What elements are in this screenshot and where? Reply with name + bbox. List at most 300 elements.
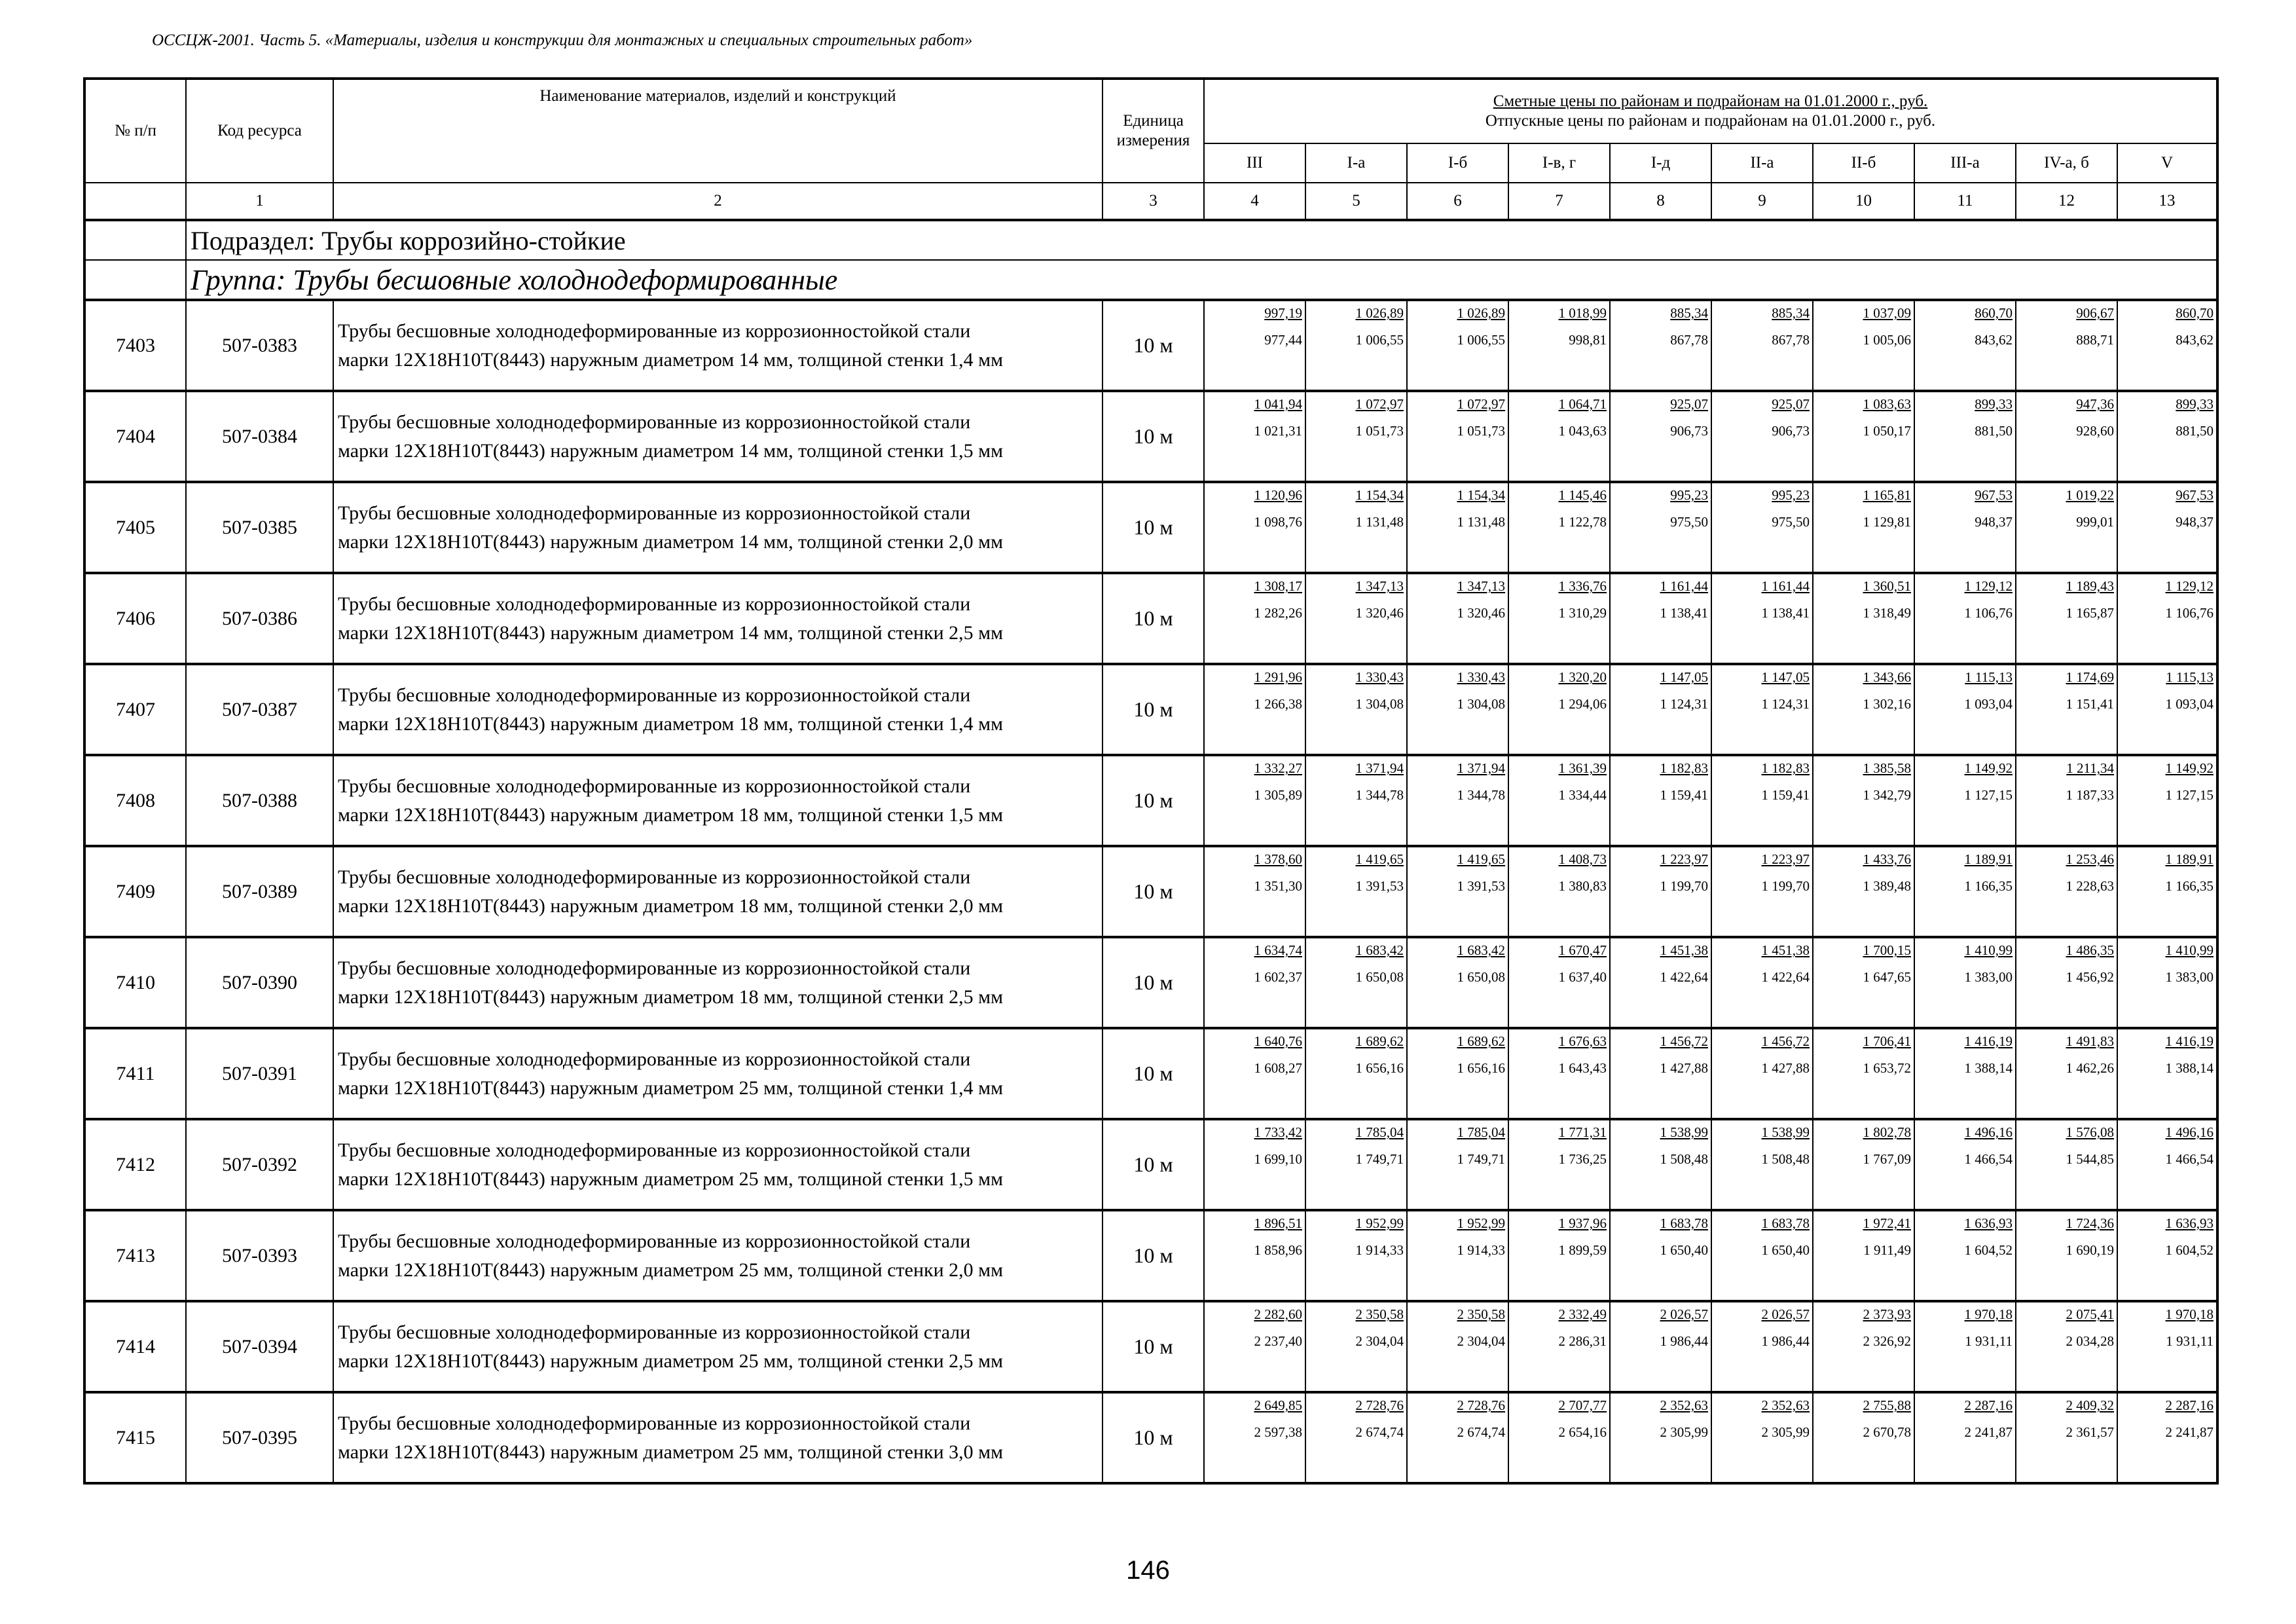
estimate-price: 1 147,05 [1761,669,1810,685]
column-number: 9 [1711,183,1813,220]
estimate-price: 1 496,16 [2165,1124,2214,1140]
release-price: 1 344,78 [1457,787,1505,803]
release-price: 2 361,57 [2066,1424,2114,1440]
estimate-price: 1 336,76 [1558,578,1607,594]
estimate-price: 1 189,91 [2165,851,2214,867]
estimate-price: 1 410,99 [1964,942,2013,958]
release-price: 1 767,09 [1863,1151,1911,1167]
estimate-price: 2 026,57 [1761,1306,1810,1322]
release-price: 1 165,87 [2066,605,2114,621]
price-cell [2117,846,2217,937]
release-price: 1 310,29 [1558,605,1607,621]
release-price: 1 334,44 [1558,787,1607,803]
price-cell [1407,937,1508,1028]
material-name-line: Трубы бесшовные холоднодеформированные из коррозионностойкой стали [338,775,971,797]
price-cell [2016,482,2117,573]
estimate-price: 947,36 [2076,396,2114,412]
price-cell [1407,300,1508,391]
material-name [333,1392,1102,1483]
estimate-price: 1 347,13 [1355,578,1404,594]
group-blank [84,260,186,300]
group-title: Группа: Трубы бесшовные холоднодеформированные [186,260,2217,300]
price-cell [1711,1119,1813,1210]
price-cell [2117,482,2217,573]
material-name [333,664,1102,755]
estimate-price: 1 145,46 [1558,487,1607,503]
column-number: 3 [1102,183,1204,220]
price-cell [2117,1119,2217,1210]
subsection-blank [84,220,186,260]
price-cell [1508,1301,1610,1392]
estimate-price: 1 211,34 [2066,760,2114,776]
release-price: 1 351,30 [1254,878,1302,894]
row-number: 7415 [84,1392,186,1483]
estimate-price: 1 189,43 [2066,578,2114,594]
release-price: 1 858,96 [1254,1242,1302,1258]
unit: 10 м [1102,391,1204,482]
estimate-price: 1 456,72 [1761,1033,1810,1049]
price-cell [1407,573,1508,664]
estimate-price: 2 075,41 [2066,1306,2114,1322]
release-price: 1 098,76 [1254,514,1302,530]
material-name-line: марки 12Х18Н10Т(8443) наружным диаметром 14 мм, толщиной стенки 1,5 мм [338,439,1004,462]
release-price: 1 650,40 [1660,1242,1708,1258]
price-cell [1711,846,1813,937]
estimate-price: 1 416,19 [2165,1033,2214,1049]
price-cell [1407,482,1508,573]
resource-code: 507-0384 [186,391,333,482]
price-cell [1508,573,1610,664]
estimate-price: 1 361,39 [1558,760,1607,776]
estimate-price: 1 771,31 [1558,1124,1607,1140]
price-cell [1305,1119,1407,1210]
estimate-price: 1 952,99 [1457,1215,1505,1231]
price-cell [1508,937,1610,1028]
price-cell [1813,391,1914,482]
estimate-price: 1 120,96 [1254,487,1302,503]
estimate-price: 1 689,62 [1355,1033,1404,1049]
price-cell [1813,937,1914,1028]
release-price: 1 749,71 [1457,1151,1505,1167]
estimate-price: 1 026,89 [1457,305,1505,321]
release-price: 906,73 [1670,423,1708,439]
release-price: 1 422,64 [1660,969,1708,985]
release-price: 998,81 [1569,332,1607,348]
header-name: Наименование материалов, изделий и конструкций [333,79,1102,183]
release-price: 1 653,72 [1863,1060,1911,1076]
release-price: 2 034,28 [2066,1333,2114,1349]
estimate-price: 1 385,58 [1863,760,1911,776]
resource-code: 507-0391 [186,1028,333,1119]
release-price: 1 006,55 [1457,332,1505,348]
row-number: 7410 [84,937,186,1028]
resource-code: 507-0386 [186,573,333,664]
release-price: 1 650,08 [1457,969,1505,985]
estimate-price: 1 182,83 [1761,760,1810,776]
release-price: 2 304,04 [1457,1333,1505,1349]
material-name-line: марки 12Х18Н10Т(8443) наружным диаметром 14 мм, толщиной стенки 1,4 мм [338,348,1004,371]
region-header: V [2117,143,2217,183]
price-cell [1914,391,2016,482]
estimate-price: 2 352,63 [1660,1397,1708,1413]
estimate-price: 1 026,89 [1355,305,1404,321]
estimate-price: 1 970,18 [1964,1306,2013,1322]
price-cell [1711,1392,1813,1483]
release-price: 1 043,63 [1558,423,1607,439]
price-cell [1813,300,1914,391]
price-cell [1305,482,1407,573]
price-cell [1813,573,1914,664]
release-price: 1 602,37 [1254,969,1302,985]
estimate-price: 1 937,96 [1558,1215,1607,1231]
price-cell [1407,1301,1508,1392]
estimate-price: 860,70 [1975,305,2013,321]
price-cell [2016,1392,2117,1483]
price-cell [1508,755,1610,846]
price-cell [1711,1301,1813,1392]
column-number: 8 [1610,183,1711,220]
estimate-price: 1 689,62 [1457,1033,1505,1049]
table-row [84,937,2217,1028]
price-cell [1914,1210,2016,1301]
estimate-price: 1 670,47 [1558,942,1607,958]
release-price: 1 391,53 [1457,878,1505,894]
estimate-price: 1 072,97 [1457,396,1505,412]
estimate-price: 1 896,51 [1254,1215,1302,1231]
column-number: 10 [1813,183,1914,220]
resource-code: 507-0385 [186,482,333,573]
release-price: 1 656,16 [1355,1060,1404,1076]
column-number: 5 [1305,183,1407,220]
price-cell [1610,664,1711,755]
material-name-line: марки 12Х18Н10Т(8443) наружным диаметром 14 мм, толщиной стенки 2,0 мм [338,530,1004,553]
release-price: 1 187,33 [2066,787,2114,803]
release-price: 1 318,49 [1863,605,1911,621]
price-cell [2016,573,2117,664]
price-cell [1204,846,1305,937]
estimate-price: 1 189,91 [1964,851,2013,867]
price-cell [1508,664,1610,755]
estimate-price: 2 352,63 [1761,1397,1810,1413]
price-cell [1204,1028,1305,1119]
unit: 10 м [1102,1301,1204,1392]
price-cell [2117,664,2217,755]
estimate-price: 2 287,16 [2165,1397,2214,1413]
release-price: 1 199,70 [1761,878,1810,894]
price-cell [1610,391,1711,482]
estimate-price: 1 785,04 [1355,1124,1404,1140]
estimate-price: 1 970,18 [2165,1306,2214,1322]
release-price: 843,62 [2176,332,2214,348]
resource-code: 507-0393 [186,1210,333,1301]
price-cell [2016,846,2117,937]
release-price: 1 544,85 [2066,1151,2114,1167]
unit: 10 м [1102,300,1204,391]
table-row [84,846,2217,937]
price-cell [1407,1028,1508,1119]
estimate-price: 2 649,85 [1254,1397,1302,1413]
release-price: 1 320,46 [1457,605,1505,621]
estimate-price: 885,34 [1772,305,1810,321]
price-cell [1813,1301,1914,1392]
release-price: 928,60 [2076,423,2114,439]
release-price: 1 466,54 [1964,1151,2013,1167]
estimate-price: 2 728,76 [1355,1397,1404,1413]
resource-code: 507-0392 [186,1119,333,1210]
release-price: 1 131,48 [1355,514,1404,530]
release-price: 2 237,40 [1254,1333,1302,1349]
release-price: 948,37 [2176,514,2214,530]
release-price: 1 643,43 [1558,1060,1607,1076]
release-price: 1 986,44 [1660,1333,1708,1349]
material-name-line: Трубы бесшовные холоднодеформированные из коррозионностойкой стали [338,684,971,706]
price-cell [1914,300,2016,391]
price-cell [1610,1028,1711,1119]
price-cell [1610,937,1711,1028]
row-number: 7405 [84,482,186,573]
release-price: 1 427,88 [1660,1060,1708,1076]
estimate-price: 1 538,99 [1660,1124,1708,1140]
resource-code: 507-0383 [186,300,333,391]
estimate-price: 1 343,66 [1863,669,1911,685]
price-cell [1508,1028,1610,1119]
table-row [84,755,2217,846]
release-price: 1 305,89 [1254,787,1302,803]
price-cell [1711,391,1813,482]
material-name [333,1301,1102,1392]
material-name-line: Трубы бесшовные холоднодеформированные из коррозионностойкой стали [338,1048,971,1070]
estimate-price: 1 129,12 [1964,578,2013,594]
estimate-price: 2 373,93 [1863,1306,1911,1322]
price-cell [1813,1392,1914,1483]
price-cell [1711,755,1813,846]
estimate-price: 1 496,16 [1964,1124,2013,1140]
estimate-price: 860,70 [2176,305,2214,321]
estimate-price: 967,53 [2176,487,2214,503]
material-name [333,1119,1102,1210]
table-row [84,1301,2217,1392]
price-cell [1914,755,2016,846]
release-price: 1 931,11 [1965,1333,2013,1349]
price-cell [1204,1210,1305,1301]
price-cell [1610,755,1711,846]
release-price: 2 304,04 [1355,1333,1404,1349]
estimate-price: 2 026,57 [1660,1306,1708,1322]
column-number [84,183,186,220]
estimate-price: 1 538,99 [1761,1124,1810,1140]
release-price: 1 466,54 [2165,1151,2214,1167]
release-price: 1 302,16 [1863,696,1911,712]
estimate-price: 1 332,27 [1254,760,1302,776]
estimate-price: 967,53 [1975,487,2013,503]
price-cell [1407,391,1508,482]
column-number: 13 [2117,183,2217,220]
estimate-price: 2 332,49 [1558,1306,1607,1322]
price-cell [2117,573,2217,664]
region-header: I-б [1407,143,1508,183]
release-price: 881,50 [1975,423,2013,439]
row-number: 7406 [84,573,186,664]
unit: 10 м [1102,482,1204,573]
price-cell [1610,300,1711,391]
estimate-price: 1 182,83 [1660,760,1708,776]
header-no: № п/п [84,79,186,183]
release-price: 1 051,73 [1355,423,1404,439]
material-name-line: Трубы бесшовные холоднодеформированные из коррозионностойкой стали [338,1230,971,1252]
release-price: 1 051,73 [1457,423,1505,439]
table-row [84,1210,2217,1301]
price-cell [1305,1028,1407,1119]
material-name [333,482,1102,573]
release-price: 1 342,79 [1863,787,1911,803]
estimate-price: 1 037,09 [1863,305,1911,321]
release-price: 1 122,78 [1558,514,1607,530]
price-cell [1610,1210,1711,1301]
estimate-price: 1 634,74 [1254,942,1302,958]
material-name [333,1210,1102,1301]
column-number: 2 [333,183,1102,220]
price-cell [1204,300,1305,391]
estimate-price: 1 308,17 [1254,578,1302,594]
release-price: 1 093,04 [2165,696,2214,712]
material-name-line: марки 12Х18Н10Т(8443) наружным диаметром 18 мм, толщиной стенки 2,5 мм [338,986,1004,1008]
estimate-price: 1 154,34 [1457,487,1505,503]
region-header: II-а [1711,143,1813,183]
release-price: 1 294,06 [1558,696,1607,712]
release-price: 1 931,11 [2166,1333,2214,1349]
release-price: 1 159,41 [1660,787,1708,803]
material-name-line: марки 12Х18Н10Т(8443) наружным диаметром 25 мм, толщиной стенки 1,5 мм [338,1168,1004,1190]
release-price: 1 304,08 [1457,696,1505,712]
price-cell [1204,664,1305,755]
estimate-price: 1 041,94 [1254,396,1302,412]
estimate-price: 1 676,63 [1558,1033,1607,1049]
estimate-price: 1 706,41 [1863,1033,1911,1049]
material-name-line: Трубы бесшовные холоднодеформированные из коррозионностойкой стали [338,320,971,342]
price-cell [1610,573,1711,664]
release-price: 2 286,31 [1558,1333,1607,1349]
estimate-price: 2 409,32 [2066,1397,2114,1413]
estimate-price: 1 416,19 [1964,1033,2013,1049]
release-price: 867,78 [1772,332,1810,348]
estimate-price: 1 640,76 [1254,1033,1302,1049]
region-header: I-а [1305,143,1407,183]
resource-code: 507-0387 [186,664,333,755]
release-price: 1 604,52 [1964,1242,2013,1258]
release-price: 843,62 [1975,332,2013,348]
estimate-price: 899,33 [2176,396,2214,412]
estimate-price: 1 072,97 [1355,396,1404,412]
resource-code: 507-0395 [186,1392,333,1483]
material-name [333,937,1102,1028]
release-price: 2 597,38 [1254,1424,1302,1440]
estimate-price: 1 733,42 [1254,1124,1302,1140]
estimate-price: 1 291,96 [1254,669,1302,685]
price-cell [1610,1301,1711,1392]
material-name [333,846,1102,937]
price-cell [2117,300,2217,391]
table-row [84,391,2217,482]
release-price: 1 986,44 [1761,1333,1810,1349]
price-cell [1508,1119,1610,1210]
estimate-price: 1 410,99 [2165,942,2214,958]
unit: 10 м [1102,937,1204,1028]
release-price: 1 093,04 [1964,696,2013,712]
price-cell [1204,1301,1305,1392]
estimate-price: 1 408,73 [1558,851,1607,867]
estimate-price: 1 115,13 [2166,669,2214,685]
price-cell [2016,1119,2117,1210]
header-unit: Единица измерения [1102,79,1204,183]
row-number: 7413 [84,1210,186,1301]
price-cell [1305,1392,1407,1483]
release-price: 1 637,40 [1558,969,1607,985]
price-cell [1914,482,2016,573]
price-cell [1914,664,2016,755]
price-cell [2117,755,2217,846]
release-price: 1 391,53 [1355,878,1404,894]
release-price: 1 127,15 [1964,787,2013,803]
estimate-price: 1 018,99 [1558,305,1607,321]
price-cell [2016,1301,2117,1392]
page-number: 146 [1126,1556,1170,1585]
release-price: 1 422,64 [1761,969,1810,985]
price-cell [1508,391,1610,482]
resource-code: 507-0394 [186,1301,333,1392]
estimate-price: 1 378,60 [1254,851,1302,867]
estimate-price: 925,07 [1670,396,1708,412]
price-cell [1813,1028,1914,1119]
price-cell [2016,937,2117,1028]
release-price: 1 656,16 [1457,1060,1505,1076]
material-name [333,573,1102,664]
estimate-price: 1 161,44 [1761,578,1810,594]
estimate-price: 899,33 [1975,396,2013,412]
price-cell [1305,1210,1407,1301]
price-cell [1711,482,1813,573]
price-cell [1813,846,1914,937]
price-cell [1914,937,2016,1028]
price-cell [1610,1119,1711,1210]
release-price: 867,78 [1670,332,1708,348]
table-row [84,482,2217,573]
release-price: 1 320,46 [1355,605,1404,621]
estimate-price: 2 707,77 [1558,1397,1607,1413]
price-cell [1407,755,1508,846]
release-price: 1 124,31 [1761,696,1810,712]
release-price: 2 241,87 [2165,1424,2214,1440]
release-price: 1 166,35 [1964,878,2013,894]
release-price: 1 005,06 [1863,332,1911,348]
estimate-price: 925,07 [1772,396,1810,412]
estimate-price: 1 486,35 [2066,942,2114,958]
release-price: 1 124,31 [1660,696,1708,712]
price-cell [1305,937,1407,1028]
estimate-price: 1 636,93 [2165,1215,2214,1231]
price-cell [1508,1210,1610,1301]
estimate-price: 1 683,78 [1761,1215,1810,1231]
price-cell [1305,846,1407,937]
column-number: 7 [1508,183,1610,220]
release-price: 1 151,41 [2066,696,2114,712]
estimate-price: 1 433,76 [1863,851,1911,867]
release-price: 1 456,92 [2066,969,2114,985]
estimate-price: 995,23 [1772,487,1810,503]
estimate-price: 906,67 [2076,305,2114,321]
estimate-price: 1 491,83 [2066,1033,2114,1049]
release-price: 1 508,48 [1761,1151,1810,1167]
price-cell [1305,1301,1407,1392]
